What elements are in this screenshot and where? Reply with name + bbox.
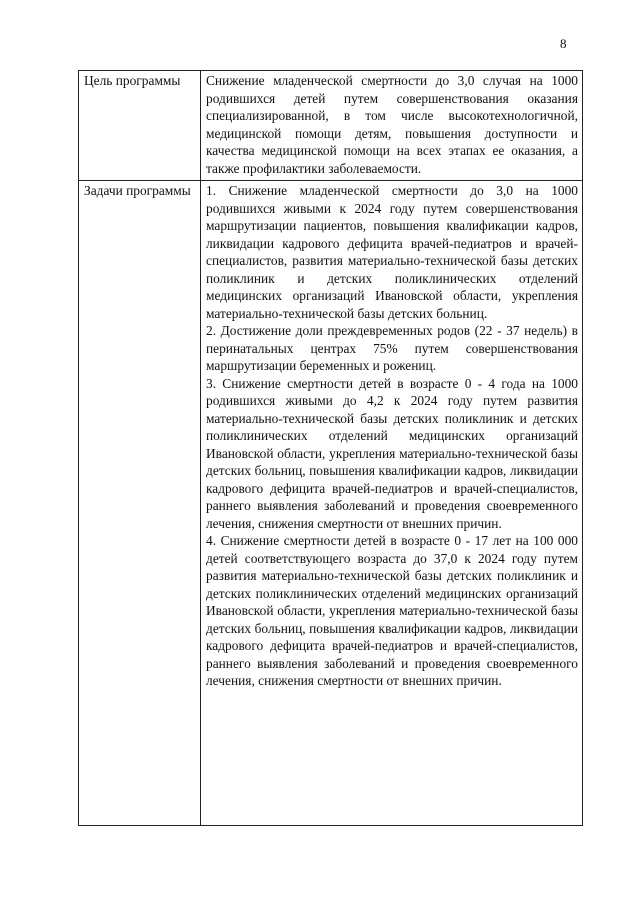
task-item-4: 4. Снижение смертности детей в возрасте 0 - 17 лет на 100 000 детей соответствующего возраста до 37,0 к 2024 году путем развития материально-технической базы детских поликлиник и детских поликлинических отделений медицинских организаций Ивановской области, укрепления материально-технической базы детских больниц, повышения квалификации кадров, ликвидации кадрового дефицита врачей-педиатров и врачей-специалистов, раннего выявления заболеваний и проведения своевременного лечения, снижения смертности от внешних причин. bbox=[206, 533, 578, 688]
task-item-3: 3. Снижение смертности детей в возрасте 0 - 4 года на 1000 родившихся живыми до 4,2 к 2024 году путем развития материально-технической базы детских поликлиник и детских поликлинических отделений медицинских организаций Ивановской области, укрепления материально-технической базы детских больниц, повышения квалификации кадров, ликвидации кадрового дефицита врачей-педиатров и врачей-специалистов, раннего выявления заболеваний и проведения своевременного лечения, снижения смертности от внешних причин. bbox=[206, 375, 578, 531]
program-passport-table bbox=[78, 70, 583, 826]
table-row-tasks bbox=[79, 181, 583, 826]
task-item-1: 1. Снижение младенческой смертности до 3,0 на 1000 родившихся живыми к 2024 году путем совершенствования маршрутизации пациентов, повышения квалификации кадров, ликвидации кадрового дефицита врачей-педиатров и врачей-специалистов, развития материально-технической базы детских поликлиник и детских поликлинических отделений медицинских организаций Ивановской области, укрепления материально-технической базы детских больниц. bbox=[206, 183, 578, 321]
goal-text: Снижение младенческой смертности до 3,0 случая на 1000 родившихся детей путем совершенствования оказания специализированной, в том числе высокотехнологичной, медицинской помощи детям, повышения доступности и качества медицинской помощи на всех этапах ее оказания, а также профилактики заболеваемости. bbox=[201, 71, 583, 181]
task-item-2: 2. Достижение доли преждевременных родов (22 - 37 недель) в перинатальных центрах 75% путем совершенствования маршрутизации беременных и рожениц. bbox=[206, 323, 578, 373]
table-row-goal bbox=[79, 71, 583, 181]
page-number: 8 bbox=[560, 36, 567, 51]
goal-label: Цель программы bbox=[79, 71, 201, 181]
tasks-list bbox=[201, 181, 583, 826]
tasks-label: Задачи программы bbox=[79, 181, 201, 826]
